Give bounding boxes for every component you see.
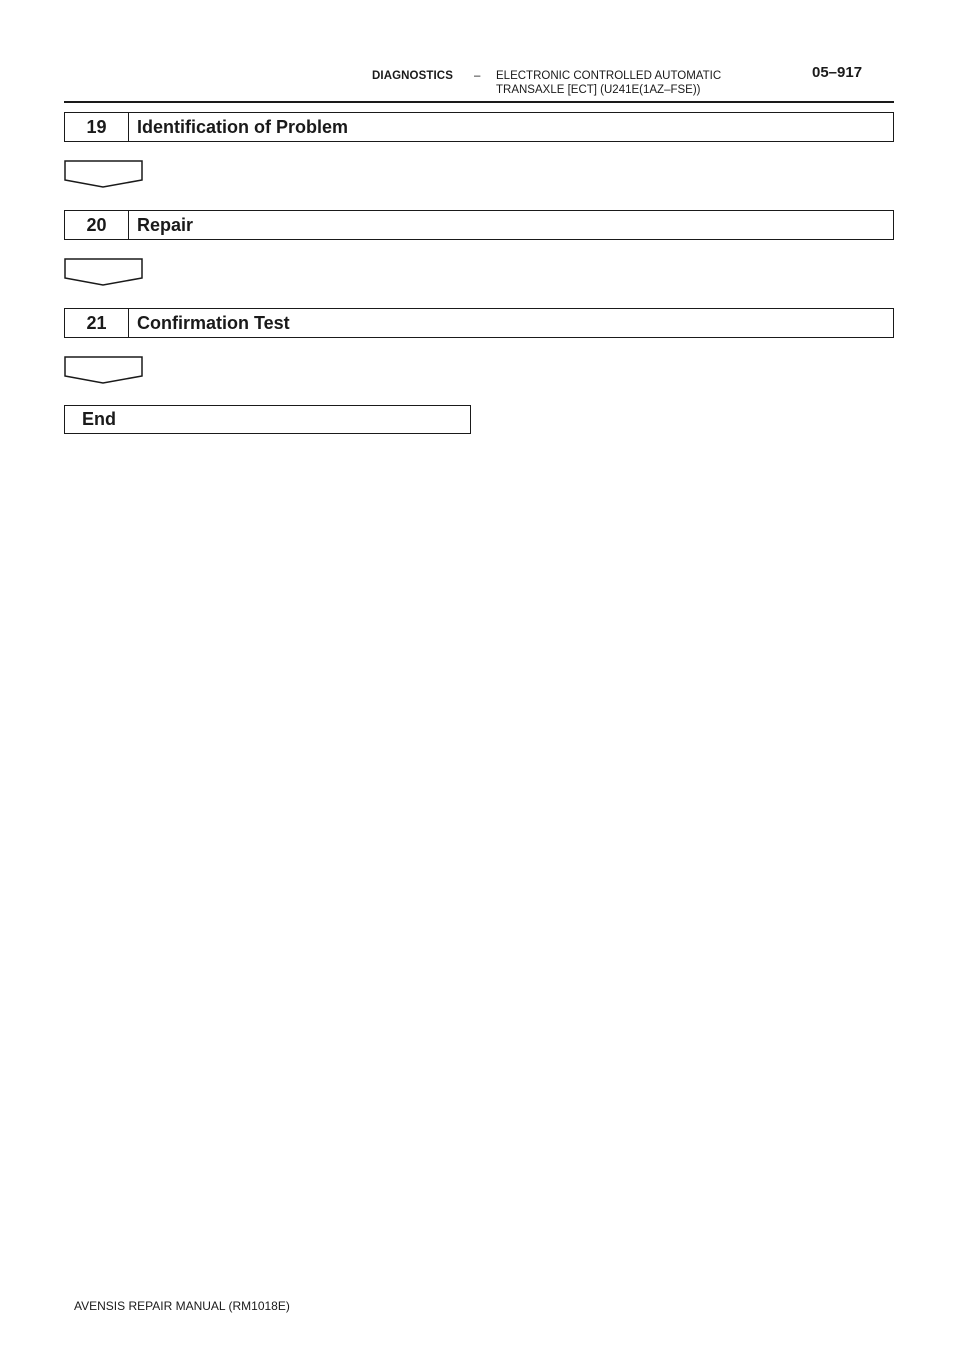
- header-section: DIAGNOSTICS: [372, 70, 453, 82]
- flow-down-arrow-icon: [64, 258, 144, 288]
- step-number: 21: [65, 309, 129, 337]
- step-box-21: [64, 308, 894, 338]
- header-title-line2: TRANSAXLE [ECT] (U241E(1AZ–FSE)): [496, 84, 701, 96]
- page-number: 05–917: [812, 64, 863, 81]
- end-label: End: [82, 409, 116, 429]
- flow-down-arrow-icon: [64, 160, 144, 190]
- step-title: Identification of Problem: [137, 116, 349, 137]
- end-box: [64, 405, 471, 434]
- step-number: 19: [65, 113, 129, 141]
- header-divider: [64, 101, 894, 103]
- footer-manual-id: AVENSIS REPAIR MANUAL (RM1018E): [74, 1299, 290, 1313]
- flow-down-arrow-icon: [64, 356, 144, 386]
- step-box-19: [64, 112, 894, 142]
- step-title: Repair: [137, 214, 194, 235]
- header-title-line1: ELECTRONIC CONTROLLED AUTOMATIC: [496, 70, 722, 82]
- step-number: 20: [65, 211, 129, 239]
- step-box-20: [64, 210, 894, 240]
- step-title: Confirmation Test: [137, 312, 290, 333]
- header-dash: –: [474, 70, 481, 82]
